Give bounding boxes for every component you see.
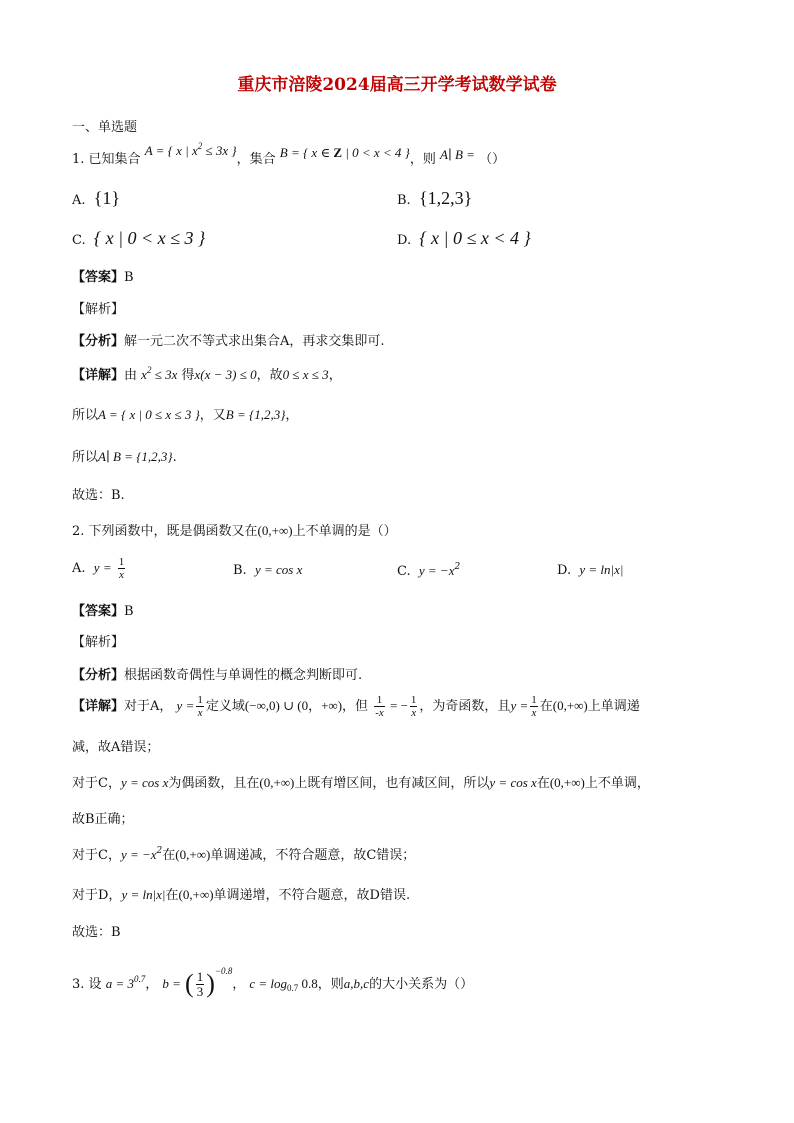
q2-detail-line-3: 对于C，y = cos x为偶函数，且在(0,+∞)上既有增区间，也有减区间，所以y = cos x在(0,+∞)上不单调， [72,775,650,791]
q1-answer: 【答案】B [72,270,134,285]
q1-choose: 故选：B. [72,488,125,503]
q3-stem: 3. 设 $a = 3^{0.7}$， b = ( $\frac{1}{3}$ )$^{-0.8}$， $c = \log_{0.7} 0.8$，则a,b,c的大小关系为（） [72,966,474,999]
q2-option-b: B. y = cos x [233,562,303,578]
q2-option-d: D. y = ln|x| [557,562,624,578]
q2-detail-line-6: 对于D，y = ln|x|在(0,+∞)单调递增，不符合题意，故D错误. [72,887,411,903]
q2-answer: 【答案】B [72,604,134,619]
q1-detail-line-2: 所以A = { x | 0 ≤ x ≤ 3 }，又B = {1,2,3}， [72,407,299,423]
q2-choose: 故选：B [72,925,121,940]
q2-option-c: C. $y = -x^2$ [397,562,461,579]
q1-option-c: C. { x | 0 < x ≤ 3 } [72,228,206,248]
q2-detail-line-1: 【详解】对于A， y = $\frac{1}{x}$ 定义域(−∞,0) ∪ (0，+∞)，但 $\frac{1}{-x}$ = − $\frac{1}{x}$ ，为奇函数，且y = $\frac{1}{x}$ 在(0,+∞)上单调递 [72,694,640,719]
q2-detail-line-5: 对于C，$y = -x^2$在(0,+∞)单调递减，不符合题意，故C错误； [72,846,416,863]
q1-fenxi: 【分析】解一元二次不等式求出集合A，再求交集即可. [72,334,385,349]
q1-analysis-tag: 【解析】 [72,302,125,317]
page-title: 重庆市涪陵2024届高三开学考试数学试卷 [237,75,557,95]
q1-option-b: B. {1,2,3} [397,188,473,208]
q1-stem: 1. 已知集合 A = { x | $x^2 \le 3x$ }，集合 B = { x ∈ Z | 0 < x < 4 }，则 A∣ B = （） [72,141,506,167]
q2-option-a: A. y = $\frac{1}{x}$ [72,556,125,581]
q1-detail-line-3: 所以A∣ B = {1,2,3}. [72,449,177,465]
q1-xiangjie: 【详解】由 $x^2 \le 3x$ 得x(x − 3) ≤ 0，故0 ≤ x ≤ 3， [72,365,342,383]
q2-detail-line-2: 减，故A错误； [72,740,160,755]
q1-option-a: A. {1} [72,188,121,208]
q2-fenxi: 【分析】根据函数奇偶性与单调性的概念判断即可. [72,668,363,683]
q2-analysis-tag: 【解析】 [72,635,125,650]
q1-option-d: D. { x | 0 ≤ x < 4 } [397,228,531,248]
q2-stem: 2. 下列函数中，既是偶函数又在(0,+∞)上不单调的是（） [72,523,397,539]
q2-detail-line-4: 故B正确； [72,812,134,827]
section-heading: 一、单选题 [72,120,138,135]
